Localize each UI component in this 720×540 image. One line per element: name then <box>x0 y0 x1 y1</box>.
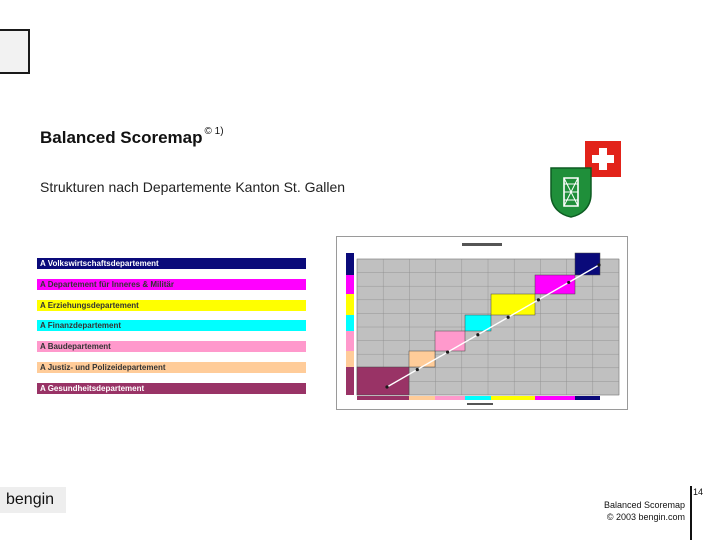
legend-item: A Erziehungsdepartement <box>37 300 306 311</box>
scoremap-block <box>535 275 575 294</box>
legend-item: A Volkswirtschaftsdepartement <box>37 258 306 269</box>
slide-title <box>40 128 224 148</box>
scoremap-block <box>491 294 535 315</box>
axis-marker-left <box>346 275 354 294</box>
footer-title: Balanced Scoremap <box>603 500 685 510</box>
scoremap-block <box>357 367 409 395</box>
axis-marker-left <box>346 253 354 275</box>
slide-title-text: Balanced Scoremap <box>40 128 203 147</box>
axis-marker-left <box>346 351 354 367</box>
diagonal-point <box>507 316 510 319</box>
axis-marker-bottom <box>535 396 575 400</box>
legend-item: A Gesundheitsdepartement <box>37 383 306 394</box>
diagonal-point <box>476 333 479 336</box>
axis-marker-bottom <box>409 396 435 400</box>
corner-box <box>0 29 30 74</box>
chart-footer-mark <box>467 403 493 405</box>
axis-marker-bottom <box>465 396 491 400</box>
canton-st-gallen-shield-icon <box>549 166 593 218</box>
diagonal-point <box>597 263 600 266</box>
diagonal-point <box>446 351 449 354</box>
scoremap-chart-svg <box>337 237 627 409</box>
legend-item: A Finanzdepartement <box>37 320 306 331</box>
title-mark: © 1) <box>204 126 224 138</box>
swiss-cross-vertical <box>599 148 607 170</box>
legend-item: A Justiz- und Polizeidepartement <box>37 362 306 373</box>
legend-item: A Baudepartement <box>37 341 306 352</box>
axis-marker-left <box>346 315 354 331</box>
scoremap-chart <box>336 236 628 410</box>
diagonal-point <box>567 281 570 284</box>
diagonal-point <box>416 368 419 371</box>
diagonal-point <box>385 385 388 388</box>
axis-marker-left <box>346 294 354 315</box>
diagonal-point <box>537 298 540 301</box>
axis-marker-bottom <box>575 396 600 400</box>
axis-marker-left <box>346 331 354 351</box>
brand-logo: bengin <box>0 487 66 513</box>
slide-subtitle: Strukturen nach Departemente Kanton St. Gallen <box>40 179 346 195</box>
page-number: 14 <box>693 487 704 497</box>
axis-marker-bottom <box>491 396 535 400</box>
chart-header-mark <box>462 243 502 246</box>
legend-item: A Departement für Inneres & Militär <box>37 279 306 290</box>
footer-divider <box>690 486 692 540</box>
axis-marker-bottom <box>357 396 409 400</box>
axis-marker-left <box>346 367 354 395</box>
footer-copyright: © 2003 bengin.com <box>606 512 685 522</box>
scoremap-block <box>435 331 465 351</box>
axis-marker-bottom <box>435 396 465 400</box>
scoremap-block <box>409 351 435 367</box>
